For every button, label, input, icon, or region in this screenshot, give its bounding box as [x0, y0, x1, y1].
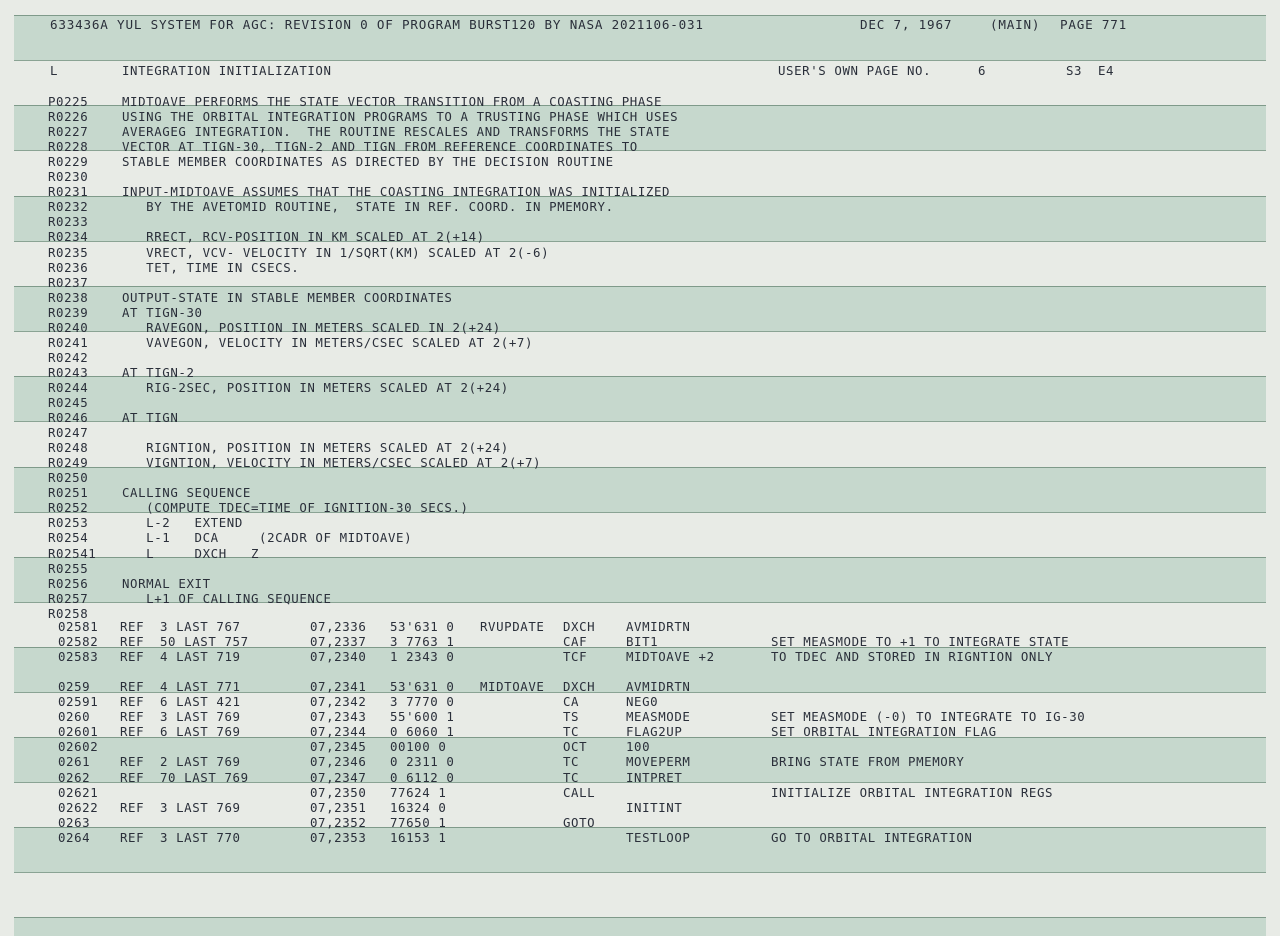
- ref-count: 50 LAST 757: [160, 634, 249, 650]
- comment-text: VECTOR AT TIGN-30, TIGN-2 AND TIGN FROM REFERENCE COORDINATES TO: [122, 139, 638, 155]
- comment-text: USING THE ORBITAL INTEGRATION PROGRAMS TO A TRUSTING PHASE WHICH USES: [122, 109, 679, 125]
- comment-line: [0, 591, 1280, 606]
- comment-line: [0, 425, 1280, 440]
- comment-line: [0, 440, 1280, 455]
- line-number: R0249: [48, 455, 89, 471]
- comment-text: OUTPUT-STATE IN STABLE MEMBER COORDINATES: [122, 289, 453, 305]
- comment-line: [0, 576, 1280, 591]
- line-number: R0254: [48, 530, 89, 546]
- comment-text: RRECT, RCV-POSITION IN KM SCALED AT 2(+14): [122, 229, 485, 245]
- octal-word: 77624 1: [390, 784, 447, 800]
- code-comment: GO TO ORBITAL INTEGRATION: [771, 829, 973, 845]
- line-number: R0229: [48, 154, 89, 170]
- line-number: R0235: [48, 244, 89, 260]
- line-number: R0255: [48, 560, 89, 576]
- comment-line: [0, 320, 1280, 335]
- line-number: R0237: [48, 274, 89, 290]
- line-number: R0256: [48, 575, 89, 591]
- line-number: R0230: [48, 169, 89, 185]
- operand: AVMIDRTN: [626, 619, 691, 634]
- code-line: [0, 770, 1280, 785]
- opcode: TC: [563, 769, 580, 785]
- comment-line: [0, 470, 1280, 485]
- line-number: P0225: [48, 94, 89, 109]
- header-page: PAGE 771: [1060, 17, 1128, 32]
- opcode: CAF: [563, 634, 588, 650]
- line-number: 02622: [58, 799, 99, 815]
- line-number: 02583: [58, 649, 99, 665]
- opcode: TC: [563, 754, 580, 770]
- comment-line: [0, 245, 1280, 260]
- e4-label: E4: [1098, 63, 1115, 78]
- line-number: 02582: [58, 634, 99, 650]
- line-number: R0240: [48, 319, 89, 335]
- comment-line: [0, 500, 1280, 515]
- code-comment: TO TDEC AND STORED IN RIGNTION ONLY: [771, 649, 1054, 665]
- address: 07,2336: [310, 619, 367, 634]
- ref-count: 4 LAST 719: [160, 649, 241, 665]
- address: 07,2343: [310, 709, 367, 725]
- ref-label: REF: [120, 619, 145, 634]
- line-number: 02601: [58, 724, 99, 740]
- comment-line: [0, 350, 1280, 365]
- line-number: R0250: [48, 470, 89, 486]
- code-comment: SET ORBITAL INTEGRATION FLAG: [771, 724, 997, 740]
- code-line: [0, 785, 1280, 800]
- opcode: GOTO: [563, 814, 596, 830]
- comment-line: [0, 184, 1280, 199]
- address: 07,2346: [310, 754, 367, 770]
- line-number: R0233: [48, 214, 89, 230]
- operand: MIDTOAVE +2: [626, 649, 715, 665]
- operand: 100: [626, 739, 651, 755]
- line-number: 02621: [58, 784, 99, 800]
- comment-text: CALLING SEQUENCE: [122, 485, 251, 501]
- comment-line: [0, 139, 1280, 154]
- comment-text: AT TIGN: [122, 410, 179, 426]
- octal-word: 0 2311 0: [390, 754, 455, 770]
- comment-line: [0, 365, 1280, 380]
- users-page-number: 6: [978, 63, 987, 78]
- operand: AVMIDRTN: [626, 679, 691, 695]
- address: 07,2352: [310, 814, 367, 830]
- opcode: TC: [563, 724, 580, 740]
- code-line: [0, 634, 1280, 649]
- line-number: 0261: [58, 754, 91, 770]
- comment-line: [0, 199, 1280, 214]
- line-number: R0226: [48, 109, 89, 125]
- line-number: 02581: [58, 619, 99, 634]
- comment-line: [0, 154, 1280, 169]
- line-number: R0252: [48, 500, 89, 516]
- code-comment: BRING STATE FROM PMEMORY: [771, 754, 965, 770]
- ref-label: REF: [120, 724, 145, 740]
- comment-line: [0, 395, 1280, 410]
- code-line: [0, 800, 1280, 815]
- comment-line: [0, 109, 1280, 124]
- code-line: [0, 739, 1280, 754]
- line-number: R0232: [48, 199, 89, 215]
- code-comment: SET MEASMODE TO +1 TO INTEGRATE STATE: [771, 634, 1070, 650]
- line-number: R0248: [48, 440, 89, 456]
- octal-word: 55'600 1: [390, 709, 455, 725]
- address: 07,2351: [310, 799, 367, 815]
- operand: NEG0: [626, 694, 659, 710]
- comment-text: (COMPUTE TDEC=TIME OF IGNITION-30 SECS.): [122, 500, 469, 516]
- line-number: 0259: [58, 679, 91, 695]
- opcode: TS: [563, 709, 580, 725]
- comment-line: [0, 229, 1280, 244]
- comment-text: RIGNTION, POSITION IN METERS SCALED AT 2(+24): [122, 440, 509, 456]
- line-number: R0244: [48, 379, 89, 395]
- line-number: R0238: [48, 289, 89, 305]
- comment-line: [0, 124, 1280, 139]
- line-number: R0243: [48, 364, 89, 380]
- comment-text: AVERAGEG INTEGRATION. THE ROUTINE RESCALES AND TRANSFORMS THE STATE: [122, 124, 671, 140]
- ref-count: 2 LAST 769: [160, 754, 241, 770]
- header-title: 633436A YUL SYSTEM FOR AGC: REVISION 0 OF PROGRAM BURST120 BY NASA 2021106-031: [50, 17, 704, 32]
- octal-word: 53'631 0: [390, 619, 455, 634]
- comment-line: [0, 515, 1280, 530]
- line-number: R0247: [48, 425, 89, 441]
- opcode: DXCH: [563, 679, 596, 695]
- comment-line: [0, 305, 1280, 320]
- comment-text: INPUT-MIDTOAVE ASSUMES THAT THE COASTING INTEGRATION WAS INITIALIZED: [122, 184, 671, 200]
- octal-word: 0 6060 1: [390, 724, 455, 740]
- section-header: [0, 63, 1280, 78]
- comment-text: STABLE MEMBER COORDINATES AS DIRECTED BY THE DECISION ROUTINE: [122, 154, 614, 170]
- code-comment: SET MEASMODE (-0) TO INTEGRATE TO IG-30: [771, 709, 1086, 725]
- octal-word: 3 7763 1: [390, 634, 455, 650]
- code-line: [0, 619, 1280, 634]
- operand: BIT1: [626, 634, 659, 650]
- comment-line: [0, 380, 1280, 395]
- comment-line: [0, 94, 1280, 109]
- octal-word: 0 6112 0: [390, 769, 455, 785]
- line-number: R0239: [48, 304, 89, 320]
- band-rule: [14, 872, 1266, 873]
- comment-text: VIGNTION, VELOCITY IN METERS/CSEC SCALED AT 2(+7): [122, 455, 542, 471]
- ref-count: 6 LAST 421: [160, 694, 241, 710]
- comment-line: [0, 335, 1280, 350]
- comment-text: L+1 OF CALLING SEQUENCE: [122, 590, 332, 606]
- code-line: [0, 709, 1280, 724]
- section-col: L: [50, 63, 59, 78]
- code-line: [0, 815, 1280, 830]
- operand: MOVEPERM: [626, 754, 691, 770]
- line-number: 02602: [58, 739, 99, 755]
- comment-line: [0, 275, 1280, 290]
- comment-text: VAVEGON, VELOCITY IN METERS/CSEC SCALED AT 2(+7): [122, 334, 534, 350]
- comment-line: [0, 169, 1280, 184]
- octal-word: 77650 1: [390, 814, 447, 830]
- ref-label: REF: [120, 679, 145, 695]
- line-number: 0263: [58, 814, 91, 830]
- symbol-label: RVUPDATE: [480, 619, 545, 634]
- comment-line: [0, 561, 1280, 576]
- code-line: [0, 754, 1280, 769]
- comment-line: [0, 290, 1280, 305]
- octal-word: 00100 0: [390, 739, 447, 755]
- comment-line: [0, 546, 1280, 561]
- ref-label: REF: [120, 649, 145, 665]
- ref-count: 70 LAST 769: [160, 769, 249, 785]
- line-number: 0262: [58, 769, 91, 785]
- line-number: R0228: [48, 139, 89, 155]
- comment-text: AT TIGN-30: [122, 304, 203, 320]
- code-comment: INITIALIZE ORBITAL INTEGRATION REGS: [771, 784, 1054, 800]
- code-line: [0, 694, 1280, 709]
- line-number: R0231: [48, 184, 89, 200]
- comment-text: TET, TIME IN CSECS.: [122, 259, 300, 275]
- ref-count: 4 LAST 771: [160, 679, 241, 695]
- address: 07,2353: [310, 829, 367, 845]
- header-main: (MAIN): [990, 17, 1041, 32]
- comment-line: [0, 410, 1280, 425]
- line-number: R0253: [48, 515, 89, 531]
- octal-word: 16153 1: [390, 829, 447, 845]
- line-number: R0257: [48, 590, 89, 606]
- comment-text: VRECT, VCV- VELOCITY IN 1/SQRT(KM) SCALED AT 2(-6): [122, 244, 550, 260]
- opcode: OCT: [563, 739, 588, 755]
- line-number: 0260: [58, 709, 91, 725]
- comment-line: [0, 260, 1280, 275]
- line-number: R0236: [48, 259, 89, 275]
- address: 07,2337: [310, 634, 367, 650]
- operand: FLAG2UP: [626, 724, 683, 740]
- comment-line: [0, 485, 1280, 500]
- comment-text: NORMAL EXIT: [122, 575, 211, 591]
- symbol-label: MIDTOAVE: [480, 679, 545, 695]
- comment-text: AT TIGN-2: [122, 364, 195, 380]
- address: 07,2341: [310, 679, 367, 695]
- address: 07,2342: [310, 694, 367, 710]
- address: 07,2350: [310, 784, 367, 800]
- code-line: [0, 649, 1280, 664]
- line-number: 02591: [58, 694, 99, 710]
- page-header: [0, 17, 1280, 32]
- ref-label: REF: [120, 634, 145, 650]
- comment-text: RIG-2SEC, POSITION IN METERS SCALED AT 2(+24): [122, 379, 509, 395]
- ref-count: 3 LAST 767: [160, 619, 241, 634]
- line-number: R0246: [48, 410, 89, 426]
- comment-text: BY THE AVETOMID ROUTINE, STATE IN REF. COORD. IN PMEMORY.: [122, 199, 614, 215]
- ref-label: REF: [120, 754, 145, 770]
- section-title: INTEGRATION INITIALIZATION: [122, 63, 332, 78]
- octal-word: 53'631 0: [390, 679, 455, 695]
- ref-label: REF: [120, 799, 145, 815]
- operand: INITINT: [626, 799, 683, 815]
- comment-text: RAVEGON, POSITION IN METERS SCALED IN 2(+24): [122, 319, 501, 335]
- operand: INTPRET: [626, 769, 683, 785]
- comment-line: [0, 455, 1280, 470]
- octal-word: 1 2343 0: [390, 649, 455, 665]
- opcode: DXCH: [563, 619, 596, 634]
- address: 07,2340: [310, 649, 367, 665]
- comment-text: L-1 DCA (2CADR OF MIDTOAVE): [122, 530, 413, 546]
- octal-word: 3 7770 0: [390, 694, 455, 710]
- opcode: TCF: [563, 649, 588, 665]
- ref-label: REF: [120, 694, 145, 710]
- octal-word: 16324 0: [390, 799, 447, 815]
- line-number: R0251: [48, 485, 89, 501]
- ref-label: REF: [120, 829, 145, 845]
- line-number: R0227: [48, 124, 89, 140]
- line-number: R0241: [48, 334, 89, 350]
- address: 07,2345: [310, 739, 367, 755]
- code-line: [0, 679, 1280, 694]
- band-rule: [14, 60, 1266, 61]
- comment-text: L-2 EXTEND: [122, 515, 243, 531]
- operand: TESTLOOP: [626, 829, 691, 845]
- code-line: [0, 724, 1280, 739]
- code-line: [0, 830, 1280, 845]
- line-number: 0264: [58, 829, 91, 845]
- line-number: R02541: [48, 545, 97, 561]
- line-number: R0245: [48, 395, 89, 410]
- ref-count: 6 LAST 769: [160, 724, 241, 740]
- ref-label: REF: [120, 769, 145, 785]
- ref-label: REF: [120, 709, 145, 725]
- address: 07,2347: [310, 769, 367, 785]
- line-number: R0242: [48, 349, 89, 365]
- comment-line: [0, 214, 1280, 229]
- users-page-label: USER'S OWN PAGE NO.: [778, 63, 932, 78]
- ref-count: 3 LAST 770: [160, 829, 241, 845]
- s3-label: S3: [1066, 63, 1083, 78]
- line-number: R0234: [48, 229, 89, 245]
- comment-line: [0, 530, 1280, 545]
- comment-text: L DXCH Z: [122, 545, 260, 561]
- opcode: CA: [563, 694, 580, 710]
- ref-count: 3 LAST 769: [160, 799, 241, 815]
- header-date: DEC 7, 1967: [860, 17, 953, 32]
- operand: MEASMODE: [626, 709, 691, 725]
- opcode: CALL: [563, 784, 596, 800]
- line-number: R0258: [48, 605, 89, 621]
- code-line: [0, 664, 1280, 679]
- greenbar-band: [14, 917, 1266, 936]
- comment-text: MIDTOAVE PERFORMS THE STATE VECTOR TRANSITION FROM A COASTING PHASE: [122, 94, 663, 109]
- address: 07,2344: [310, 724, 367, 740]
- ref-count: 3 LAST 769: [160, 709, 241, 725]
